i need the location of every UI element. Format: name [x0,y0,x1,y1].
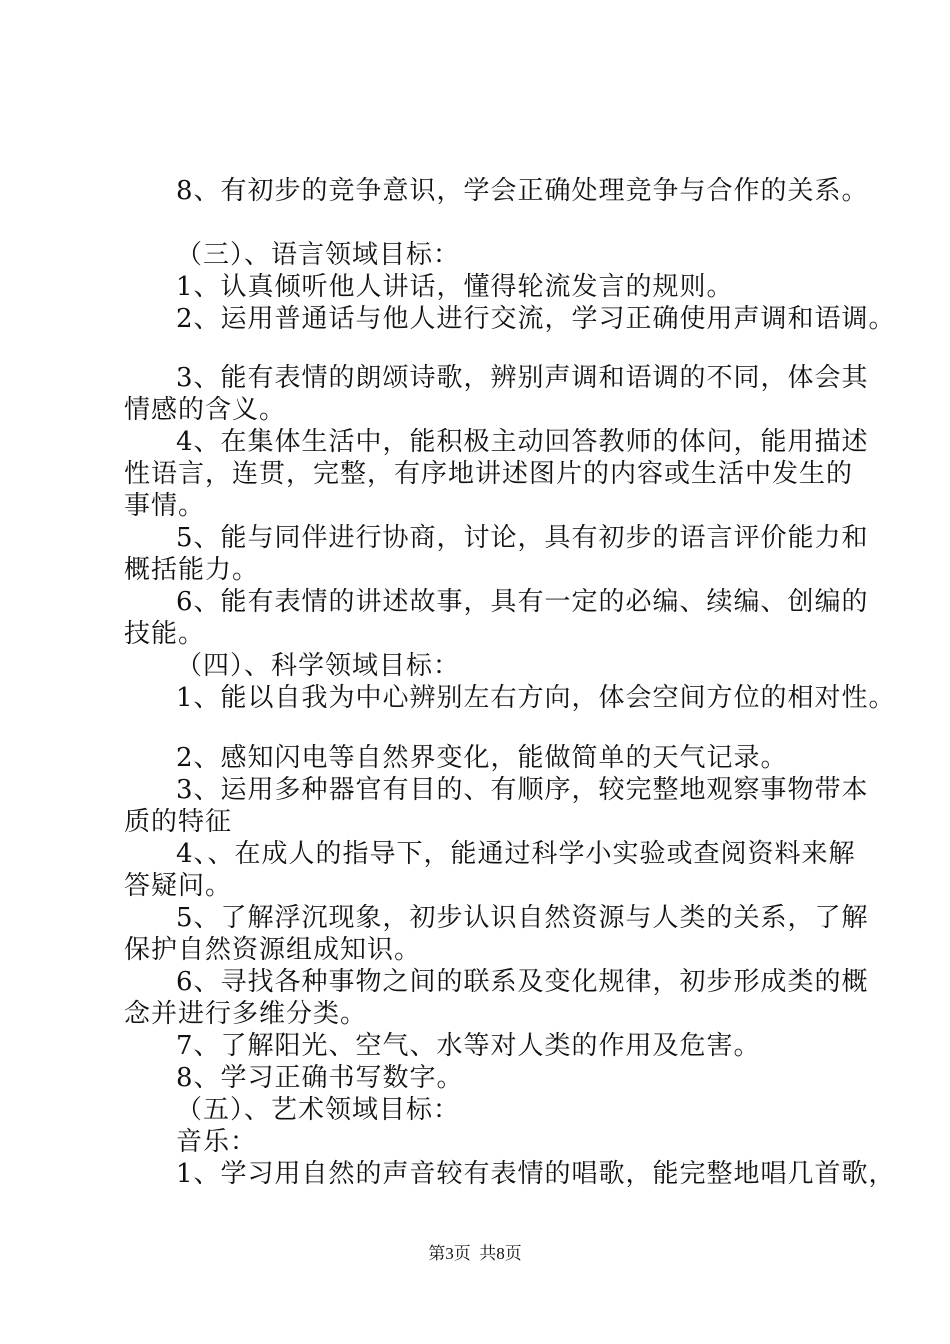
section-heading-science: （四）、科学领域目标： [176,651,461,681]
text-line: 5、能与同伴进行协商，讨论，具有初步的语言评价能力和 [176,523,869,553]
text-line: 3、运用多种器官有目的、有顺序，较完整地观察事物带本 [176,775,869,805]
text-line: 情感的含义。 [124,395,287,425]
text-line: 质的特征 [124,807,233,837]
text-line: 念并进行多维分类。 [124,999,368,1029]
section-heading-art: （五）、艺术领域目标： [176,1095,461,1125]
text-line: 4、、在成人的指导下，能通过科学小实验或查阅资料来解 [176,839,856,869]
section-heading-language: （三）、语言领域目标： [176,240,461,270]
text-line: 8、有初步的竞争意识，学会正确处理竞争与合作的关系。 [176,176,869,206]
text-line: 答疑问。 [124,871,233,901]
text-line: 事情。 [124,491,206,521]
text-line: 1、认真倾听他人讲话，懂得轮流发言的规则。 [176,272,734,302]
text-line: 性语言，连贯，完整，有序地讲述图片的内容或生活中发生的 [124,459,854,489]
text-line: 技能。 [124,619,206,649]
text-line: 概括能力。 [124,555,260,585]
page-total: 共8页 [479,1244,522,1263]
text-line: 6、寻找各种事物之间的联系及变化规律，初步形成类的概 [176,967,869,997]
text-line: 保护自然资源组成知识。 [124,935,422,965]
text-line: 1、能以自我为中心辨别左右方向，体会空间方位的相对性。 [176,683,896,713]
text-line: 2、运用普通话与他人进行交流，学习正确使用声调和语调。 [176,304,896,334]
page-number: 第3页 [428,1244,471,1263]
text-line: 7、了解阳光、空气、水等对人类的作用及危害。 [176,1031,761,1061]
sub-heading-music: 音乐： [176,1127,258,1157]
text-line: 8、学习正确书写数字。 [176,1063,464,1093]
text-line: 3、能有表情的朗颂诗歌，辨别声调和语调的不同，体会其 [176,363,869,393]
page-footer [0,1243,950,1265]
text-line: 2、感知闪电等自然界变化，能做简单的天气记录。 [176,743,788,773]
text-line: 1、学习用自然的声音较有表情的唱歌，能完整地唱几首歌， [176,1159,896,1189]
text-line: 4、在集体生活中，能积极主动回答教师的体问，能用描述 [176,427,869,457]
text-line: 5、了解浮沉现象，初步认识自然资源与人类的关系，了解 [176,903,869,933]
text-line: 6、能有表情的讲述故事，具有一定的必编、续编、创编的 [176,587,869,617]
